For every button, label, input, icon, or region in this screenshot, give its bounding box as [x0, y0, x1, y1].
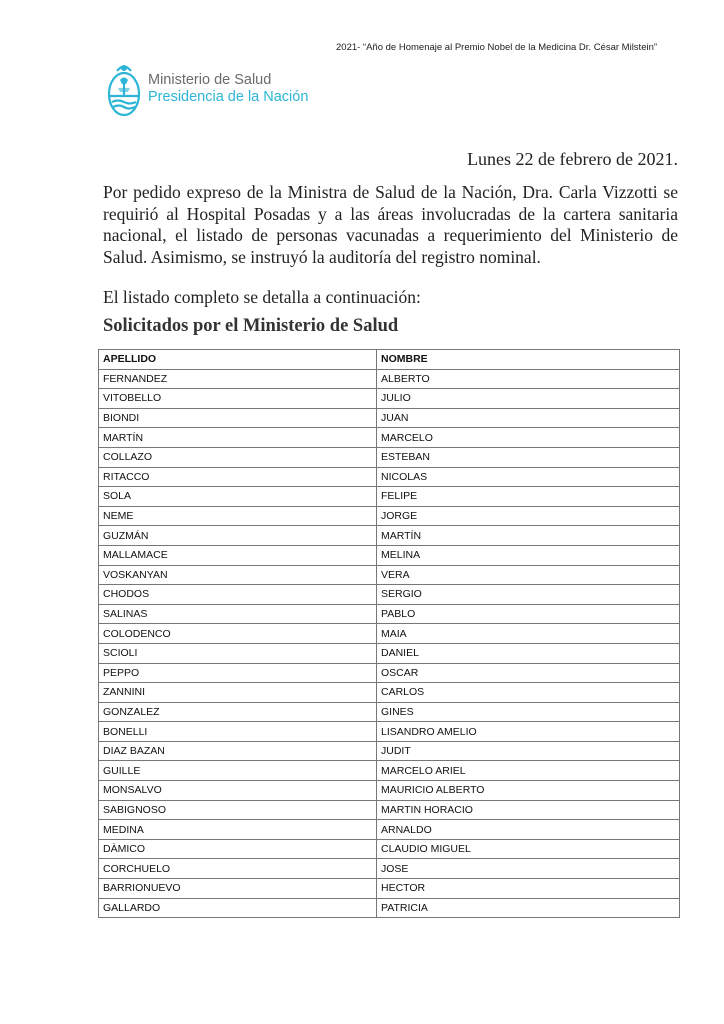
vaccinated-list-table: [98, 349, 680, 918]
cell-apellido: ZANNINI: [99, 683, 377, 703]
cell-nombre: MELINA: [377, 545, 680, 565]
coat-of-arms-icon: [104, 58, 144, 120]
table-row: [99, 722, 680, 742]
table-row: [99, 487, 680, 507]
table-row: [99, 643, 680, 663]
cell-apellido: FERNANDEZ: [99, 369, 377, 389]
table-row: [99, 369, 680, 389]
cell-nombre: JUAN: [377, 408, 680, 428]
cell-apellido: GUZMÁN: [99, 526, 377, 546]
table-row: [99, 604, 680, 624]
cell-apellido: COLODENCO: [99, 624, 377, 644]
cell-nombre: CARLOS: [377, 683, 680, 703]
cell-nombre: JORGE: [377, 506, 680, 526]
table-row: [99, 741, 680, 761]
table-row: [99, 663, 680, 683]
intro-paragraph: Por pedido expreso de la Ministra de Salud de la Nación, Dra. Carla Vizzotti se requirió al Hospital Posadas y a las áreas involucradas de la cartera sanitaria nacional, el listado de personas vacunadas a requerimiento del Ministerio de Salud. Asimismo, se instruyó la auditoría del registro nominal.: [103, 182, 678, 267]
table-row: [99, 447, 680, 467]
section-title: Solicitados por el Ministerio de Salud: [103, 316, 399, 336]
table-row: [99, 859, 680, 879]
table-row: [99, 761, 680, 781]
table-row: [99, 800, 680, 820]
cell-apellido: COLLAZO: [99, 447, 377, 467]
cell-apellido: PEPPO: [99, 663, 377, 683]
ministry-name: Ministerio de Salud: [148, 72, 272, 88]
cell-apellido: CORCHUELO: [99, 859, 377, 879]
presidency-name: Presidencia de la Nación: [148, 89, 309, 105]
cell-nombre: MAURICIO ALBERTO: [377, 781, 680, 801]
cell-nombre: JUDIT: [377, 741, 680, 761]
cell-nombre: MARTIN HORACIO: [377, 800, 680, 820]
cell-nombre: ALBERTO: [377, 369, 680, 389]
table-row: [99, 506, 680, 526]
cell-nombre: FELIPE: [377, 487, 680, 507]
table-row: [99, 545, 680, 565]
ministry-logo: [104, 58, 344, 122]
cell-apellido: SOLA: [99, 487, 377, 507]
cell-apellido: VOSKANYAN: [99, 565, 377, 585]
cell-nombre: VERA: [377, 565, 680, 585]
table-header-row: [99, 350, 680, 370]
cell-apellido: MEDINA: [99, 820, 377, 840]
table-row: [99, 428, 680, 448]
table-row: [99, 624, 680, 644]
cell-nombre: LISANDRO AMELIO: [377, 722, 680, 742]
cell-apellido: SALINAS: [99, 604, 377, 624]
column-header-apellido: APELLIDO: [99, 350, 377, 370]
cell-apellido: VITOBELLO: [99, 389, 377, 409]
cell-apellido: DIAZ BAZAN: [99, 741, 377, 761]
cell-apellido: GONZALEZ: [99, 702, 377, 722]
document-date: Lunes 22 de febrero de 2021.: [467, 149, 678, 169]
cell-apellido: BIONDI: [99, 408, 377, 428]
cell-nombre: PATRICIA: [377, 898, 680, 918]
table-row: [99, 879, 680, 899]
cell-apellido: CHODOS: [99, 585, 377, 605]
table-row: [99, 389, 680, 409]
cell-nombre: JOSE: [377, 859, 680, 879]
table-row: [99, 526, 680, 546]
cell-nombre: CLAUDIO MIGUEL: [377, 839, 680, 859]
cell-apellido: MALLAMACE: [99, 545, 377, 565]
cell-nombre: MARCELO: [377, 428, 680, 448]
table-row: [99, 839, 680, 859]
cell-apellido: MARTÍN: [99, 428, 377, 448]
cell-apellido: NEME: [99, 506, 377, 526]
table-row: [99, 702, 680, 722]
cell-nombre: DANIEL: [377, 643, 680, 663]
cell-nombre: NICOLAS: [377, 467, 680, 487]
cell-nombre: PABLO: [377, 604, 680, 624]
table-row: [99, 408, 680, 428]
cell-nombre: ARNALDO: [377, 820, 680, 840]
cell-apellido: GUILLE: [99, 761, 377, 781]
header-motto: 2021- “Año de Homenaje al Premio Nobel de la Medicina Dr. César Milstein”: [336, 42, 658, 53]
table-row: [99, 585, 680, 605]
list-intro: El listado completo se detalla a continuación:: [103, 287, 421, 307]
cell-apellido: SABIGNOSO: [99, 800, 377, 820]
cell-apellido: BARRIONUEVO: [99, 879, 377, 899]
cell-nombre: MARTÍN: [377, 526, 680, 546]
cell-apellido: GALLARDO: [99, 898, 377, 918]
table-row: [99, 683, 680, 703]
table-row: [99, 565, 680, 585]
cell-apellido: SCIOLI: [99, 643, 377, 663]
cell-apellido: BONELLI: [99, 722, 377, 742]
cell-nombre: HECTOR: [377, 879, 680, 899]
table-row: [99, 781, 680, 801]
column-header-nombre: NOMBRE: [377, 350, 680, 370]
cell-nombre: OSCAR: [377, 663, 680, 683]
table-row: [99, 898, 680, 918]
cell-nombre: SERGIO: [377, 585, 680, 605]
cell-nombre: MARCELO ARIEL: [377, 761, 680, 781]
cell-nombre: GINES: [377, 702, 680, 722]
cell-apellido: RITACCO: [99, 467, 377, 487]
table-row: [99, 467, 680, 487]
cell-nombre: MAIA: [377, 624, 680, 644]
cell-nombre: ESTEBAN: [377, 447, 680, 467]
table-row: [99, 820, 680, 840]
cell-apellido: MONSALVO: [99, 781, 377, 801]
cell-nombre: JULIO: [377, 389, 680, 409]
cell-apellido: DÀMICO: [99, 839, 377, 859]
